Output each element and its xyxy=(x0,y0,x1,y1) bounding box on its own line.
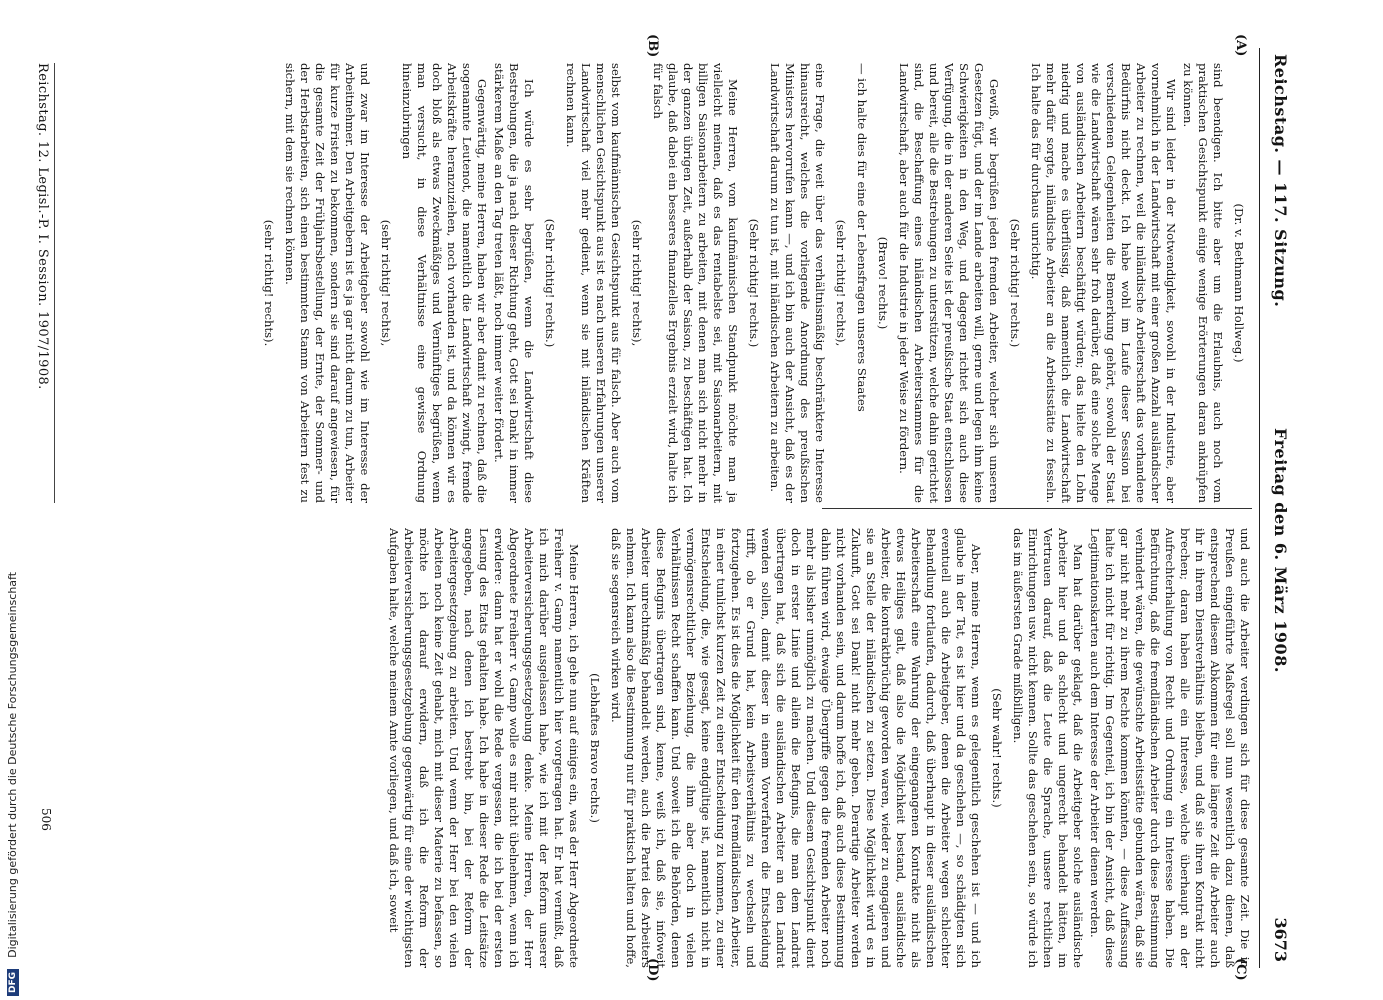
page-number-bottom: 506 xyxy=(39,808,53,831)
interjection: (sehr richtig! rechts), xyxy=(379,219,393,347)
interjection: (Sehr richtig! rechts.) xyxy=(543,218,557,348)
paragraph: Man hat darüber geklagt, daß die Arbeitgeber solche ausländische Arbeiter hier und da schlecht und ungerecht behandelt hätten, im Vertrauen darauf, daß die Leute die Sprache, unsere rechtlichen Einrichtungen usw. nicht kennen. Sollte das geschehen sein, so würde ich das im äußersten Grade mißbilligen. xyxy=(1011,528,1085,968)
paragraph: Ich würde es sehr begrüßen, wenn die Landwirtschaft diese Bestrebungen, die ja nach dieser Richtung geht, Gott sei Dank! in immer stärkerem Maße an den Tag treten läßt, noch immer weiter fördert. xyxy=(492,63,536,503)
paragraph: Wir sind leider in der Notwendigkeit, sowohl in der Industrie, aber vornehmlich in der Landwirtschaft mit einer großen Anzahl ausländischer Arbeiter zu rechnen, weil die inländische Arbeiterschaft das vorhandene Bedürfnis nicht deckt. Ich habe wohl im Laufe dieser Session bei verschiedenen Gelegenheiten die Bemerkung gehört, sowohl der Staat wie die Landwirtschaft wären sehr froh darüber, daß eine solche Menge von ausländischen Arbeitern beschäftigt würden; das hielte den Lohn niedrig und mache es überflüssig, daß namentlich die Landwirtschaft mehr dafür sorgte, inländische Arbeiter an die Arbeitsstätte zu fesseln. Ich halte das für durchaus unrichtig. xyxy=(1029,63,1178,503)
interjection: (sehr richtig! rechts). xyxy=(262,219,276,347)
digitization-notice-text: Digitalisierung gefördert durch die Deutsche Forschungsgemeinschaft xyxy=(6,571,19,958)
dfg-logo: DFG xyxy=(7,969,19,996)
paragraph: eine Frage, die weit über das verhältnismäßig beschränktere Interesse hinausreicht, welches die vorliegende Anordnung des preußischen Ministers hervorrufen kann —, und ich bin auch der Ansicht, daß es der Landwirtschaft darum zu tun ist, mit inländischen Arbeitern zu arbeiten. xyxy=(768,63,827,503)
right-column xyxy=(72,528,1252,968)
interjection: (Sehr wahr! rechts.) xyxy=(990,688,1004,808)
paragraph: selbst vom kaufmännischen Gesichtspunkt aus für falsch. Aber auch vom menschlichen Gesichtspunkt aus ist es nach unseren Erfahrungen unserer Landwirtschaft viel mehr gedient, wenn sie mit inländischen Kräften rechnen kann. xyxy=(564,63,623,503)
left-column xyxy=(72,63,1252,503)
interjection: (Bravo! rechts.) xyxy=(876,236,890,330)
interjection: (Sehr richtig! rechts.) xyxy=(747,218,761,348)
paragraph: und zwar im Interesse der Arbeitgeber sowohl wie im Interesse der Arbeitnehmer. Den Arbeitgebern ist es ja gar nicht darum zu tun, Arbeiter für kurze Fristen zu bekommen, sondern sie sind darauf angewiesen, für die gesamte Zeit der Frühjahrsbestellung, der Ernte, der Sommer- und der Herbstarbeiten, sich einen bestimmten Stamm von Arbeitern fest zu sichern, mit dem sie rechnen können. xyxy=(283,63,372,503)
margin-marker-b: (B) xyxy=(645,34,660,58)
running-head-session: Reichstag. — 117. Sitzung. xyxy=(1271,54,1290,308)
paragraph: Meine Herren, ich gehe nun auf einiges ein, was der Herr Abgeordnete Freiherr v. Gamp namentlich hier vorgetragen hat. Er hat vermißt, daß ich mich darüber ausgelassen habe, wie ich mit der Reform unserer Arbeiterversicherungsgesetzgebung denke. Meine Herren, der Herr Abgeordnete Freiherr v. Gamp wolle es mir nicht übelnehmen, wenn ich erwidere: dann hat er wohl die Rede vergessen, die ich bei der ersten Lesung des Etats gehalten habe. Ich habe in dieser Rede die Leitsätze angegeben, nach denen ich bestrebt bin, bei der Reform der Arbeitergesetzgebung zu arbeiten. Und wenn der Herr bei den vielen Arbeiten noch keine Zeit gehabt, mich mit dieser Materie zu befassen, so möchte ich darauf erwidern, daß ich die Reform der Arbeiterversicherungsgesetzgebung gegenwärtig für eine der wichtigsten Aufgaben halte, welche meinem Amte vorliegen, und daß ich, soweit xyxy=(387,528,581,968)
interjection: (sehr richtig! rechts), xyxy=(630,219,644,347)
speaker-name: (Dr. v. Bethmann Hollweg.) xyxy=(1232,203,1246,363)
interjection: (sehr richtig! rechts), xyxy=(834,219,848,347)
footer: Reichstag. 12. Legisl.-P. I. Session. 1907/1908. xyxy=(35,63,55,503)
page-number-top: 3673 xyxy=(1271,917,1290,962)
running-head xyxy=(1259,48,1300,968)
interjection: (Sehr richtig! rechts.) xyxy=(1008,218,1022,348)
running-head-date: Freitag den 6. März 1908. xyxy=(1271,428,1290,673)
interjection: (Lebhaftes Bravo rechts.) xyxy=(588,673,602,823)
margin-marker-d: (D) xyxy=(645,958,660,982)
paragraph: Aber, meine Herren, wenn es gelegentlich geschehen ist — und ich glaube in der Tat, es ist hier und da geschehen —, so schädigten sich eventuell auch die Arbeitgeber, denen die Arbeiter wegen schlechter Behandlung fortlaufen, dadurch, daß überhaupt in dieser ausländischen Arbeiterschaft eine Wahrung der eingegangenen Kontrakte nicht als etwas Heiliges galt, daß also die Möglichkeit bestand, ausländische Arbeiter, die kontraktbrüchig geworden waren, wieder zu engagieren und sie an Stelle der inländischen zu setzen. Diese Möglichkeit wird es in Zukunft, Gott sei Dank! nicht mehr geben. Derartige Arbeiter werden nicht vorhanden sein, und darum hoffe ich, daß auch diese Bestimmung dahin führen wird, etwaige Übergriffe gegen die fremden Arbeiter noch mehr als bisher unmöglich zu machen. Und diesem Gesichtspunkt dient doch in erster Linie und allein die Befugnis, die man dem Landrat übertragen hat, daß sich die ausländischen Arbeiter an den Landrat wenden sollen, damit dieser in einem Vorverfahren die Entscheidung trifft, ob er Grund hat, kein Arbeitsverhältnis zu wechseln und fortzugehen. Es ist dies die Möglichkeit für den fremdländischen Arbeiter, in einer tunlichst kurzen Zeit zu einer Entscheidung zu kommen, zu einer Entscheidung, die, wie gesagt, keine endgültige ist, namentlich nicht in vermögensrechtlicher Beziehung, die ihm aber doch in vielen Verhältnissen Recht schaffen kann. Und soweit ich die Behörden, denen diese Befugnis übertragen sind, kenne, weiß ich, daß sie, infoweit Arbeiter unrechtmäßig behandelt werden, auch die Partei des Arbeiters nehmen. Ich kann also die Bestimmung nur für praktisch halten und hoffe, daß sie segensreich wirken wird. xyxy=(609,528,983,968)
paragraph: sind beendigen. Ich bitte aber um die Erlaubnis, auch noch vom praktischen Gesichtspunkt einige wenige Erörterungen daran anknüpfen zu können. xyxy=(1181,63,1225,503)
margin-marker-c: (C) xyxy=(1233,958,1248,981)
scanned-page xyxy=(0,28,1300,988)
paragraph: Gegenwärtig, meine Herren, haben wir aber damit zu rechnen, daß die sogenannte Leutenot, die namentlich die Landwirtschaft zwingt, fremde Arbeitskräfte heranzuziehen, noch vorhanden ist, und da können wir es doch bloß als etwas Zweckmäßiges und Vernünftiges begrüßen, wenn man versucht, in diese Verhältnisse eine gewisse Ordnung hineinzubringen xyxy=(400,63,489,503)
paragraph: und auch die Arbeiter verdingen sich für diese gesamte Zeit. Die in Preußen eingeführte Maßregel soll nun wesentlich dazu dienen, daß entsprechend diesem Abkommen für eine längere Zeit die Arbeiter auch ihr in ihrem Dienstverhältnis bleiben, und daß sie ihren Kontrakt nicht brechen; daran haben alle ein Interesse, welche überhaupt an der Aufrechterhaltung von Recht und Ordnung ein Interesse haben. Die Befürchtung, daß die fremdländischen Arbeiter durch diese Bestimmung verhindert wären, die gewünschte Arbeitsstätte gebunden wären, daß sie gar nicht mehr zu ihrem Rechte kommen könnten, — diese Auffassung halte ich nicht für richtig. Im Gegenteil, ich bin der Ansicht, daß diese Legitimationskarten auch dem Interesse der Arbeiter dienen werden. xyxy=(1088,528,1252,968)
column-rule xyxy=(822,508,1252,509)
paragraph: Gewiß, wir begrüßen jeden fremden Arbeiter, welcher sich unseren Gesetzen fügt, und der im Lande arbeiten will, gerne und legen ihm keine Schwierigkeiten in den Weg, und dagegen richtet sich auch diese Verfügung, die in der anderen Seite ist der preußische Staat entschlossen und bereit, alle die Bestrebungen zu unterstützen, welche dahin gerichtet sind, die Beschaffung eines inländischen Arbeiterstammes für die Landwirtschaft, aber auch für die Industrie in jeder Weise zu fördern. xyxy=(897,63,1001,503)
margin-marker-a: (A) xyxy=(1233,34,1248,57)
paragraph: Meine Herren, vom kaufmännischen Standpunkt möchte man ja vielleicht meinen, daß es das rentabelste sei, mit Saisonarbeitern, mit billigen Saisonarbeitern zu arbeiten, mit denen man sich nicht mehr in der ganzen übrigen Zeit, außerhalb der Saison, zu beschäftigen hat. Ich glaube, daß dabei ein besseres finanzielles Ergebnis erzielt wird, halte ich für falsch xyxy=(651,63,740,503)
paragraph: — ich halte dies für eine der Lebensfragen unseres Staates xyxy=(855,63,869,412)
